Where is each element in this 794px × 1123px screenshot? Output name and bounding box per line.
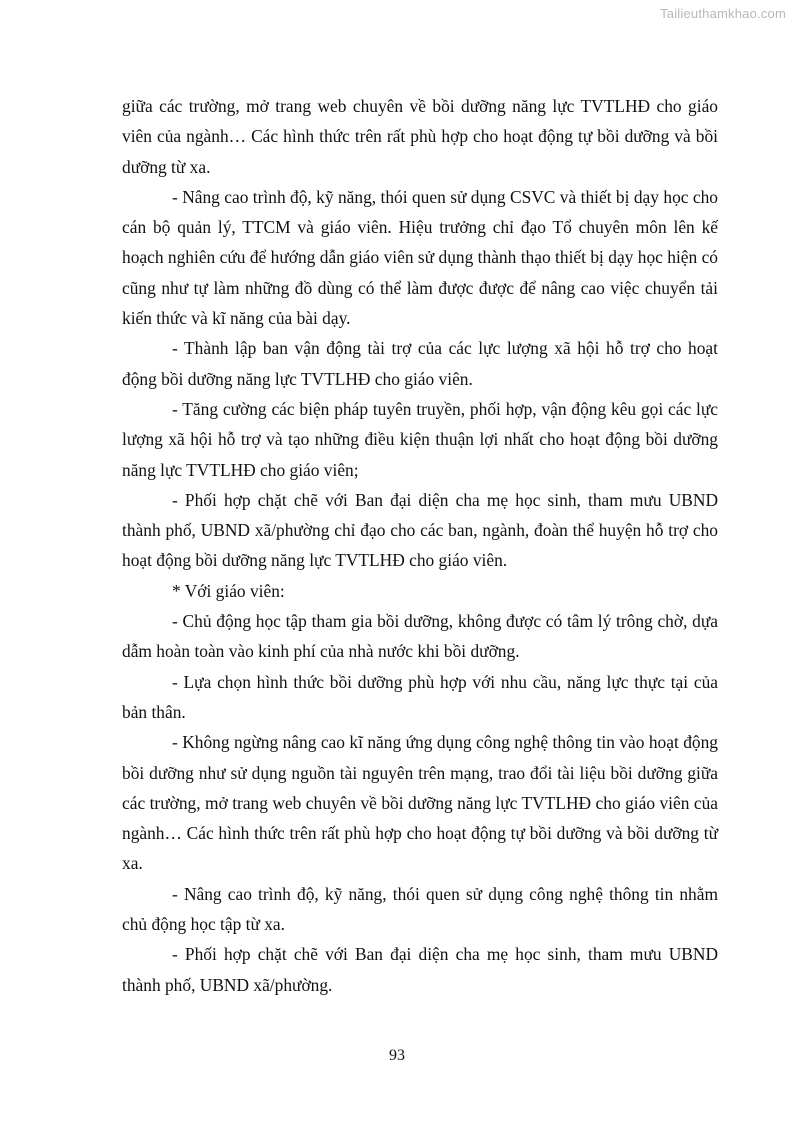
paragraph-it-application: - Không ngừng nâng cao kĩ năng ứng dụng công nghệ thông tin vào hoạt động bồi dưỡng như sử dụng nguồn tài nguyên trên mạng, trao đổi tài liệu bồi dưỡng giữa các trường, mở trang web chuyên về bồi dưỡng năng lực TVTLHĐ cho giáo viên của ngành… Các hình thức trên rất phù hợp cho hoạt động tự bồi dưỡng và bồi dưỡng từ xa. <box>122 732 718 874</box>
document-body <box>122 91 718 1000</box>
paragraph-continuation: giữa các trường, mở trang web chuyên về bồi dưỡng năng lực TVTLHĐ cho giáo viên của ngành… Các hình thức trên rất phù hợp cho hoạt động tự bồi dưỡng và bồi dưỡng từ xa. <box>122 96 718 177</box>
paragraph-sponsorship-board: - Thành lập ban vận động tài trợ của các lực lượng xã hội hỗ trợ cho hoạt động bồi dưỡng năng lực TVTLHĐ cho giáo viên. <box>122 338 718 389</box>
paragraph-it-skills: - Nâng cao trình độ, kỹ năng, thói quen sử dụng công nghệ thông tin nhằm chủ động học tập từ xa. <box>122 883 718 935</box>
paragraph-parent-coordination-2: - Phối hợp chặt chẽ với Ban đại diện cha mẹ học sinh, tham mưu UBND thành phố, UBND xã/phường. <box>122 944 718 995</box>
paragraph-csvc-skills: - Nâng cao trình độ, kỹ năng, thói quen sử dụng CSVC và thiết bị dạy học cho cán bộ quản lý, TTCM và giáo viên. Hiệu trưởng chỉ đạo Tổ chuyên môn lên kế hoạch nghiên cứu để hướng dẫn giáo viên sử dụng thành thạo thiết bị dạy học hiện có cũng như tự làm những đồ dùng có thể làm được được để nâng cao việc chuyển tải kiến thức và kĩ năng của bài dạy. <box>122 186 718 329</box>
paragraph-choose-format: - Lựa chọn hình thức bồi dưỡng phù hợp với nhu cầu, năng lực thực tại của bản thân. <box>122 671 718 722</box>
paragraph-propaganda-measures: - Tăng cường các biện pháp tuyên truyền, phối hợp, vận động kêu gọi các lực lượng xã hội hỗ trợ và tạo những điều kiện thuận lợi nhất cho hoạt động bồi dưỡng năng lực TVTLHĐ cho giáo viên; <box>122 398 718 480</box>
paragraph-parent-coordination: - Phối hợp chặt chẽ với Ban đại diện cha mẹ học sinh, tham mưu UBND thành phố, UBND xã/phường chỉ đạo cho các ban, ngành, đoàn thể huyện hỗ trợ cho hoạt động bồi dưỡng năng lực TVTLHĐ cho giáo viên. <box>122 489 718 571</box>
section-heading-teachers: * Với giáo viên: <box>172 580 285 601</box>
paragraph-proactive-learning: - Chủ động học tập tham gia bồi dưỡng, không được có tâm lý trông chờ, dựa dẫm hoàn toàn vào kinh phí của nhà nước khi bồi dưỡng. <box>122 611 718 662</box>
page-number: 93 <box>389 1047 405 1064</box>
watermark: Tailieuthamkhao.com <box>660 6 786 21</box>
